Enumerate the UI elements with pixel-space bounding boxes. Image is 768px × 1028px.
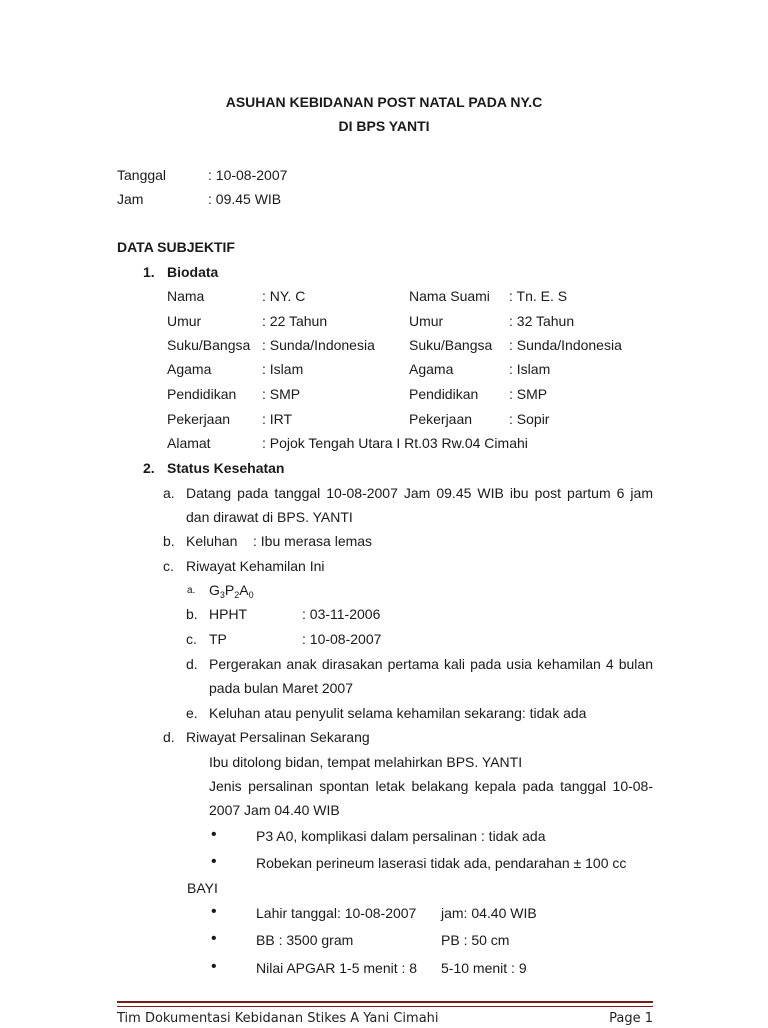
list-marker: c.: [186, 631, 197, 647]
biodata-value: : Sunda/Indonesia: [262, 337, 375, 353]
hpht-value: : 03-11-2006: [302, 606, 381, 622]
riwayat-kehamilan-heading: Riwayat Kehamilan Ini: [186, 558, 325, 574]
biodata-label: Agama: [409, 361, 454, 377]
biodata-value: : Sunda/Indonesia: [509, 337, 622, 353]
list-marker: e.: [186, 705, 198, 721]
bayi-item-right: 5-10 menit : 9: [441, 960, 527, 976]
list-marker: b.: [186, 606, 198, 622]
bullet-icon: •: [211, 903, 217, 920]
list-marker: b.: [163, 533, 175, 549]
bullet-icon: •: [211, 826, 217, 843]
doc-title-line1: ASUHAN KEBIDANAN POST NATAL PADA NY.C: [225, 94, 543, 110]
gpa-value: $G_3P_2A_0$: [209, 582, 254, 600]
persalinan-para2-line1: Jenis persalinan spontan letak belakang kepala pada tanggal 10-08-: [209, 778, 653, 794]
pergerakan-line1: Pergerakan anak dirasakan pertama kali pada usia kehamilan 4 bulan: [209, 656, 653, 672]
status-a-line1: Datang pada tanggal 10-08-2007 Jam 09.45 WIB ibu post partum 6 jam: [186, 485, 653, 501]
bullet-icon: •: [211, 853, 217, 870]
bullet-icon: •: [211, 930, 217, 947]
keluhan-label: Keluhan: [186, 533, 238, 549]
biodata-label: Suku/Bangsa: [409, 337, 493, 353]
jam-label: Jam: [117, 191, 144, 207]
list-marker: c.: [163, 558, 174, 574]
jam-value: : 09.45 WIB: [208, 191, 282, 207]
tanggal-label: Tanggal: [117, 167, 167, 183]
bayi-item: BB : 3500 gram: [256, 932, 354, 948]
bayi-item-right: PB : 50 cm: [441, 932, 510, 948]
biodata-label: Suku/Bangsa: [167, 337, 251, 353]
status-heading: Status Kesehatan: [167, 460, 285, 476]
footer-rule: [117, 1001, 653, 1003]
bayi-heading: BAYI: [187, 880, 218, 896]
biodata-value: : Tn. E. S: [509, 288, 568, 304]
biodata-value: : Sopir: [509, 411, 550, 427]
section-heading: DATA SUBJEKTIF: [117, 239, 235, 255]
biodata-number: 1.: [143, 264, 155, 280]
status-a-line2: dan dirawat di BPS. YANTI: [186, 509, 353, 525]
biodata-label: Pekerjaan: [167, 411, 231, 427]
bayi-item: Nilai APGAR 1-5 menit : 8: [256, 960, 418, 976]
biodata-label: Agama: [167, 361, 212, 377]
tanggal-value: : 10-08-2007: [208, 167, 288, 183]
biodata-value: : NY. C: [262, 288, 306, 304]
biodata-value: : SMP: [262, 386, 301, 402]
list-marker: a.: [187, 585, 196, 596]
doc-title-line2: DI BPS YANTI: [338, 118, 430, 134]
biodata-label: Umur: [409, 313, 444, 329]
list-marker: d.: [163, 729, 175, 745]
hpht-label: HPHT: [209, 606, 248, 622]
list-marker: a.: [163, 485, 175, 501]
biodata-label: Nama: [167, 288, 205, 304]
bayi-item: Lahir tanggal: 10-08-2007: [256, 905, 417, 921]
bayi-item-right: jam: 04.40 WIB: [441, 905, 537, 921]
biodata-value: : 22 Tahun: [262, 313, 328, 329]
biodata-label: Pendidikan: [167, 386, 237, 402]
persalinan-para2-line2: 2007 Jam 04.40 WIB: [209, 802, 340, 818]
biodata-label: Nama Suami: [409, 288, 490, 304]
biodata-value: : Islam: [509, 361, 551, 377]
keluhan-kehamilan: Keluhan atau penyulit selama kehamilan sekarang: tidak ada: [209, 705, 587, 721]
biodata-label: Pendidikan: [409, 386, 479, 402]
page-number: Page 1: [609, 1011, 653, 1026]
footer-left: Tim Dokumentasi Kebidanan Stikes A Yani Cimahi: [117, 1011, 439, 1026]
biodata-value: : SMP: [509, 386, 548, 402]
tp-label: TP: [209, 631, 227, 647]
list-item: P3 A0, komplikasi dalam persalinan : tidak ada: [256, 828, 546, 844]
bullet-icon: •: [211, 958, 217, 975]
status-number: 2.: [143, 460, 155, 476]
riwayat-persalinan-heading: Riwayat Persalinan Sekarang: [186, 729, 370, 745]
pergerakan-line2: pada bulan Maret 2007: [209, 680, 353, 696]
biodata-label: Pekerjaan: [409, 411, 473, 427]
biodata-value: : Islam: [262, 361, 304, 377]
keluhan-value: : Ibu merasa lemas: [253, 533, 373, 549]
biodata-label: Umur: [167, 313, 202, 329]
alamat-value: : Pojok Tengah Utara I Rt.03 Rw.04 Cimahi: [262, 435, 528, 451]
alamat-label: Alamat: [167, 435, 211, 451]
persalinan-para1: Ibu ditolong bidan, tempat melahirkan BPS. YANTI: [209, 754, 523, 770]
tp-value: : 10-08-2007: [302, 631, 382, 647]
footer-rule-thin: [117, 1006, 653, 1007]
list-marker: d.: [186, 656, 198, 672]
biodata-heading: Biodata: [167, 264, 219, 280]
biodata-value: : IRT: [262, 411, 293, 427]
list-item: Robekan perineum laserasi tidak ada, pendarahan ± 100 cc: [256, 855, 627, 871]
biodata-value: : 32 Tahun: [509, 313, 575, 329]
